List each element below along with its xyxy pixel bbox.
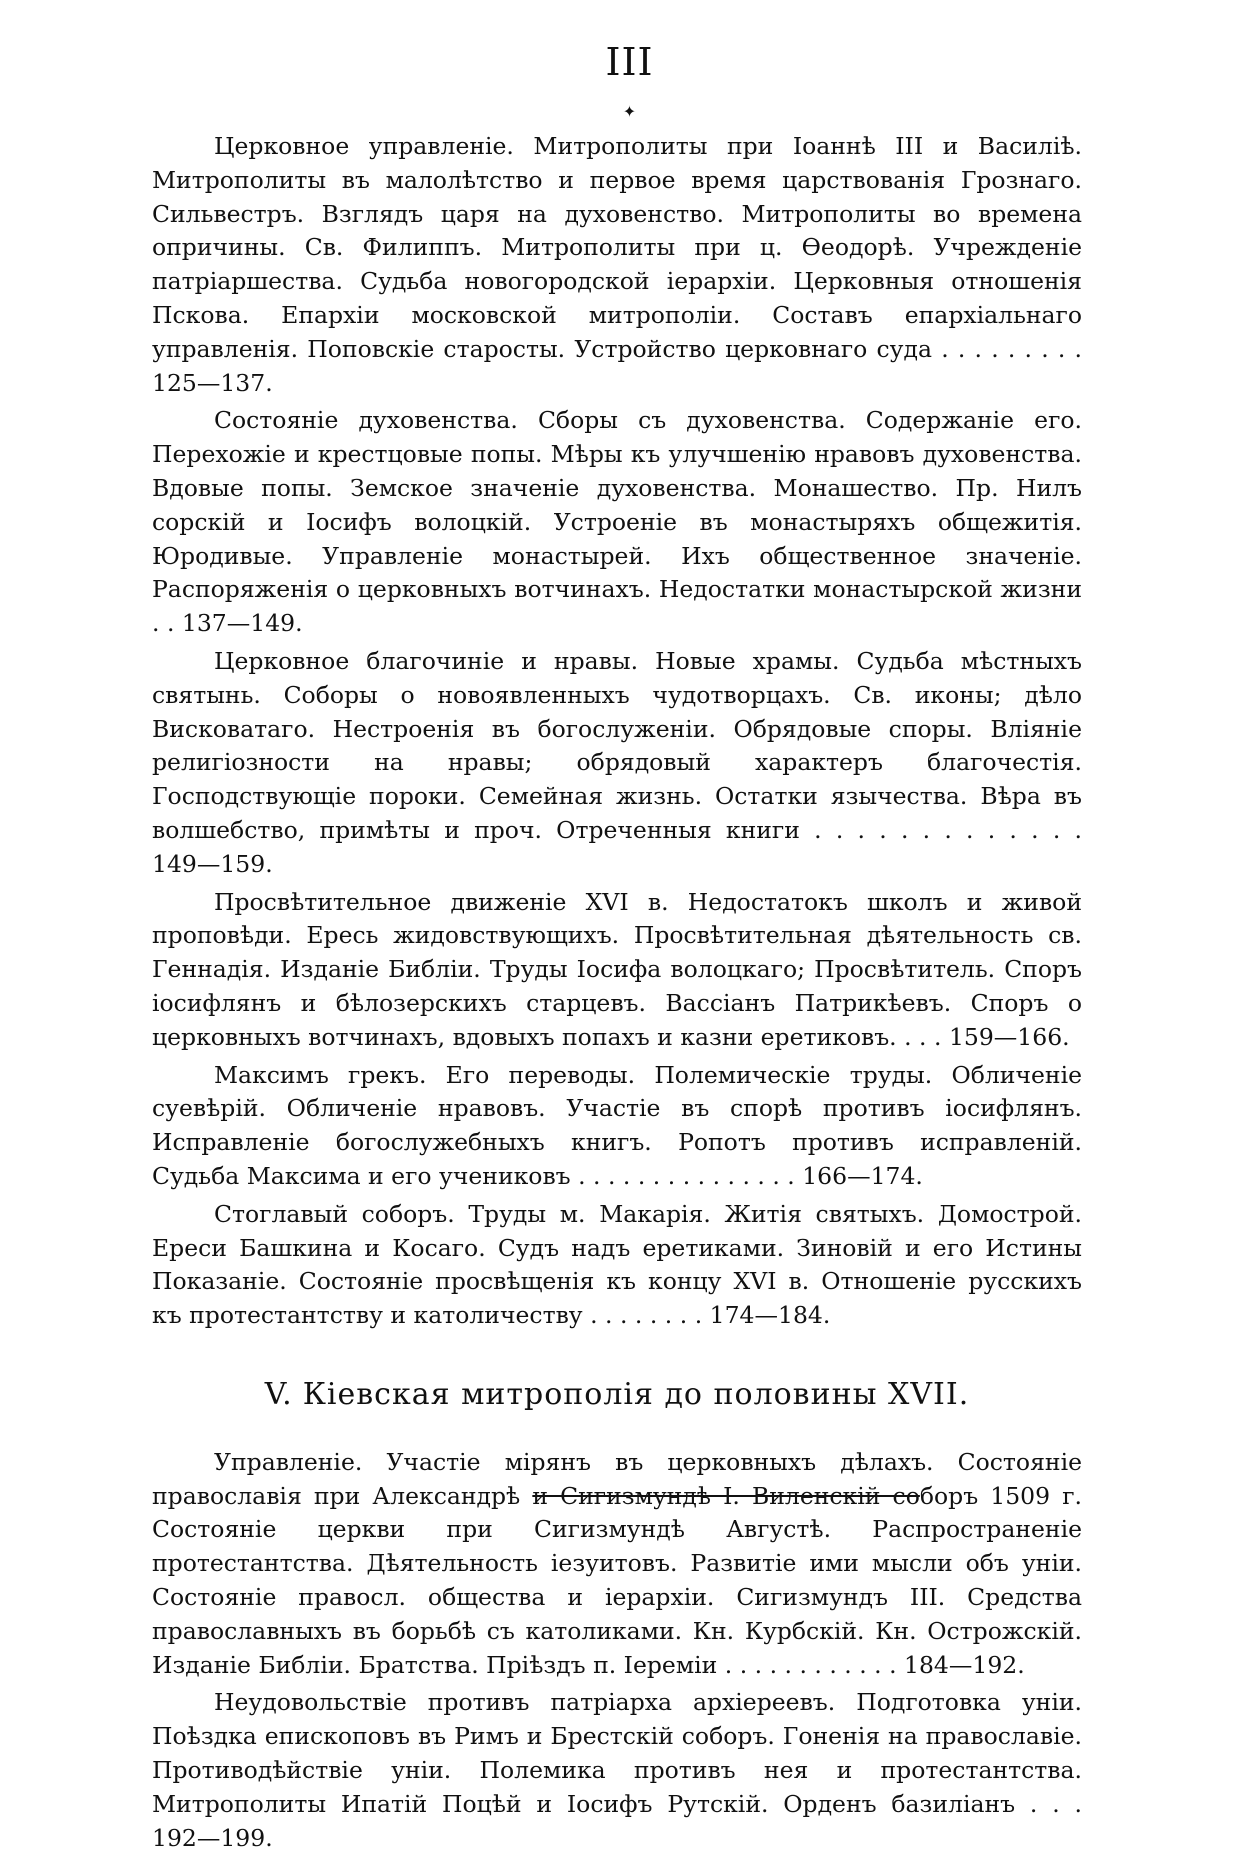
leader-dots: . . . . . . . . . . . . . [799, 815, 1082, 844]
toc-paragraph-4 [152, 886, 1082, 1055]
toc-paragraph-7 [152, 1446, 1082, 1683]
leader-dots: . . [152, 609, 182, 638]
paragraph-text: Состояніе духовенства. Сборы съ духовенства. Содержаніе его. Перехожіе и крестцовые попы. Мѣры къ улучшенію нравовъ духовенства. Вдовые попы. Земское значеніе духовенства. Монашество. Пр. Нилъ сорскій и Іосифъ волоцкій. Устроеніе въ монастыряхъ общежитія. Юродивые. Управленіе монастырей. Ихъ общественное значеніе. Распоряженія о церковныхъ вотчинахъ. Недостатки монастырской жизни [152, 406, 1082, 604]
struck-text: и Сигизмундѣ I. Виленскій со [532, 1481, 920, 1510]
leader-dots: . . . . . . . . . . . . . . . [570, 1161, 803, 1190]
paragraph-text: Неудовольствіе противъ патріарха архіереевъ. Подготовка уніи. Поѣздка епископовъ въ Римъ и Брестскій соборъ. Гоненія на православіе. Противодѣйствіе уніи. Полемика противъ нея и протестантства. Митрополиты Ипатій Поцѣй и Іосифъ Рутскій. Орденъ базиліанъ [152, 1688, 1082, 1818]
ornament-icon: ✦ [622, 102, 637, 121]
page-range: 149—159. [152, 849, 273, 878]
paragraph-text: Стоглавый соборъ. Труды м. Макарія. Житія святыхъ. Домострой. Ереси Башкина и Косаго. Судъ надъ еретиками. Зиновій и его Истины Показаніе. Состояніе просвѣщенія къ концу XVI в. Отношеніе русскихъ къ протестантству и католичеству [152, 1199, 1082, 1330]
toc-content [152, 130, 1082, 1859]
leader-dots: . . . [1015, 1789, 1082, 1818]
leader-dots: . . . . [889, 1022, 949, 1051]
page-range: 159—166. [948, 1022, 1070, 1051]
paragraph-text: Церковное благочиніе и нравы. Новые храмы. Судьба мѣстныхъ святынь. Соборы о новоявленныхъ чудотворцахъ. Св. иконы; дѣло Висковатаго. Нестроенія въ богослуженіи. Обрядовые споры. Вліяніе религіозности на нравы; обрядовый характеръ благочестія. Господствующіе пороки. Семейная жизнь. Остатки язычества. Вѣра въ волшебство, примѣты и проч. Отреченныя книги [152, 646, 1082, 844]
leader-dots: . . . . . . . . . . . . [717, 1650, 905, 1679]
paragraph-text: Просвѣтительное движеніе XVI в. Недостатокъ школъ и живой проповѣди. Ересь жидовствующихъ. Просвѣтительная дѣятельность св. Геннадія. Изданіе Библіи. Труды Іосифа волоцкаго; Просвѣтитель. Споръ іосифлянъ и бѣлозерскихъ старцевъ. Вассіанъ Патрикѣевъ. Споръ о церковныхъ вотчинахъ, вдовыхъ попахъ и казни еретиковъ [152, 887, 1082, 1051]
leader-dots: . . . . . . . . [582, 1301, 710, 1330]
paragraph-text: Управленіе. Участіе мірянъ въ церковныхъ дѣлахъ. Состояніе православія при Александрѣ [152, 1447, 1082, 1510]
paragraph-text: Церковное управленіе. Митрополиты при Іоаннѣ III и Василіѣ. Митрополиты въ малолѣтство и первое время царствованія Грознаго. Сильвестръ. Взглядъ царя на духовенство. Митрополиты во времена опричины. Св. Филиппъ. Митрополиты при ц. Ѳеодорѣ. Учрежденіе патріаршества. Судьба новогородской іерархіи. Церковныя отношенія Пскова. Епархіи московской митрополіи. Составъ епархіальнаго управленія. Поповскіе старосты. Устройство церковнаго суда [152, 132, 1082, 363]
toc-paragraph-5 [152, 1059, 1082, 1194]
section-numeral: V. [264, 1376, 293, 1412]
page-range: 184—192. [904, 1650, 1025, 1679]
paragraph-text: Максимъ грекъ. Его переводы. Полемическіе труды. Обличеніе суевѣрій. Обличеніе нравовъ. Участіе въ спорѣ противъ іосифлянъ. Исправленіе богослужебныхъ книгъ. Ропотъ противъ исправленій. Судьба Максима и его учениковъ [152, 1060, 1082, 1190]
toc-paragraph-6 [152, 1198, 1082, 1333]
page-number: III [605, 40, 654, 84]
toc-paragraph-8 [152, 1686, 1082, 1855]
toc-paragraph-3 [152, 645, 1082, 882]
section-heading [152, 1377, 1082, 1412]
paragraph-text-cont: боръ 1509 г. Состояніе церкви при Сигизмундѣ Августѣ. Распространеніе протестантства. Дѣятельность іезуитовъ. Развитіе ими мысли объ уніи. Состояніе правосл. общества и іерархіи. Сигизмундъ III. Средства православныхъ въ борьбѣ съ католиками. Кн. Курбскій. Кн. Острожскій. Изданіе Библіи. Братства. Пріѣздъ п. Іереміи [152, 1481, 1082, 1679]
page-range: 174—184. [709, 1301, 831, 1330]
toc-paragraph-1 [152, 130, 1082, 400]
page-range: 166—174. [802, 1161, 923, 1190]
toc-paragraph-2 [152, 404, 1082, 641]
page-range: 192—199. [152, 1823, 273, 1852]
page-range: 137—149. [181, 609, 303, 638]
page-range: 125—137. [152, 368, 273, 397]
leader-dots: . . . . . . . . . [932, 334, 1082, 363]
section-title: Кіевская митрополія до половины XVII. [302, 1376, 970, 1412]
